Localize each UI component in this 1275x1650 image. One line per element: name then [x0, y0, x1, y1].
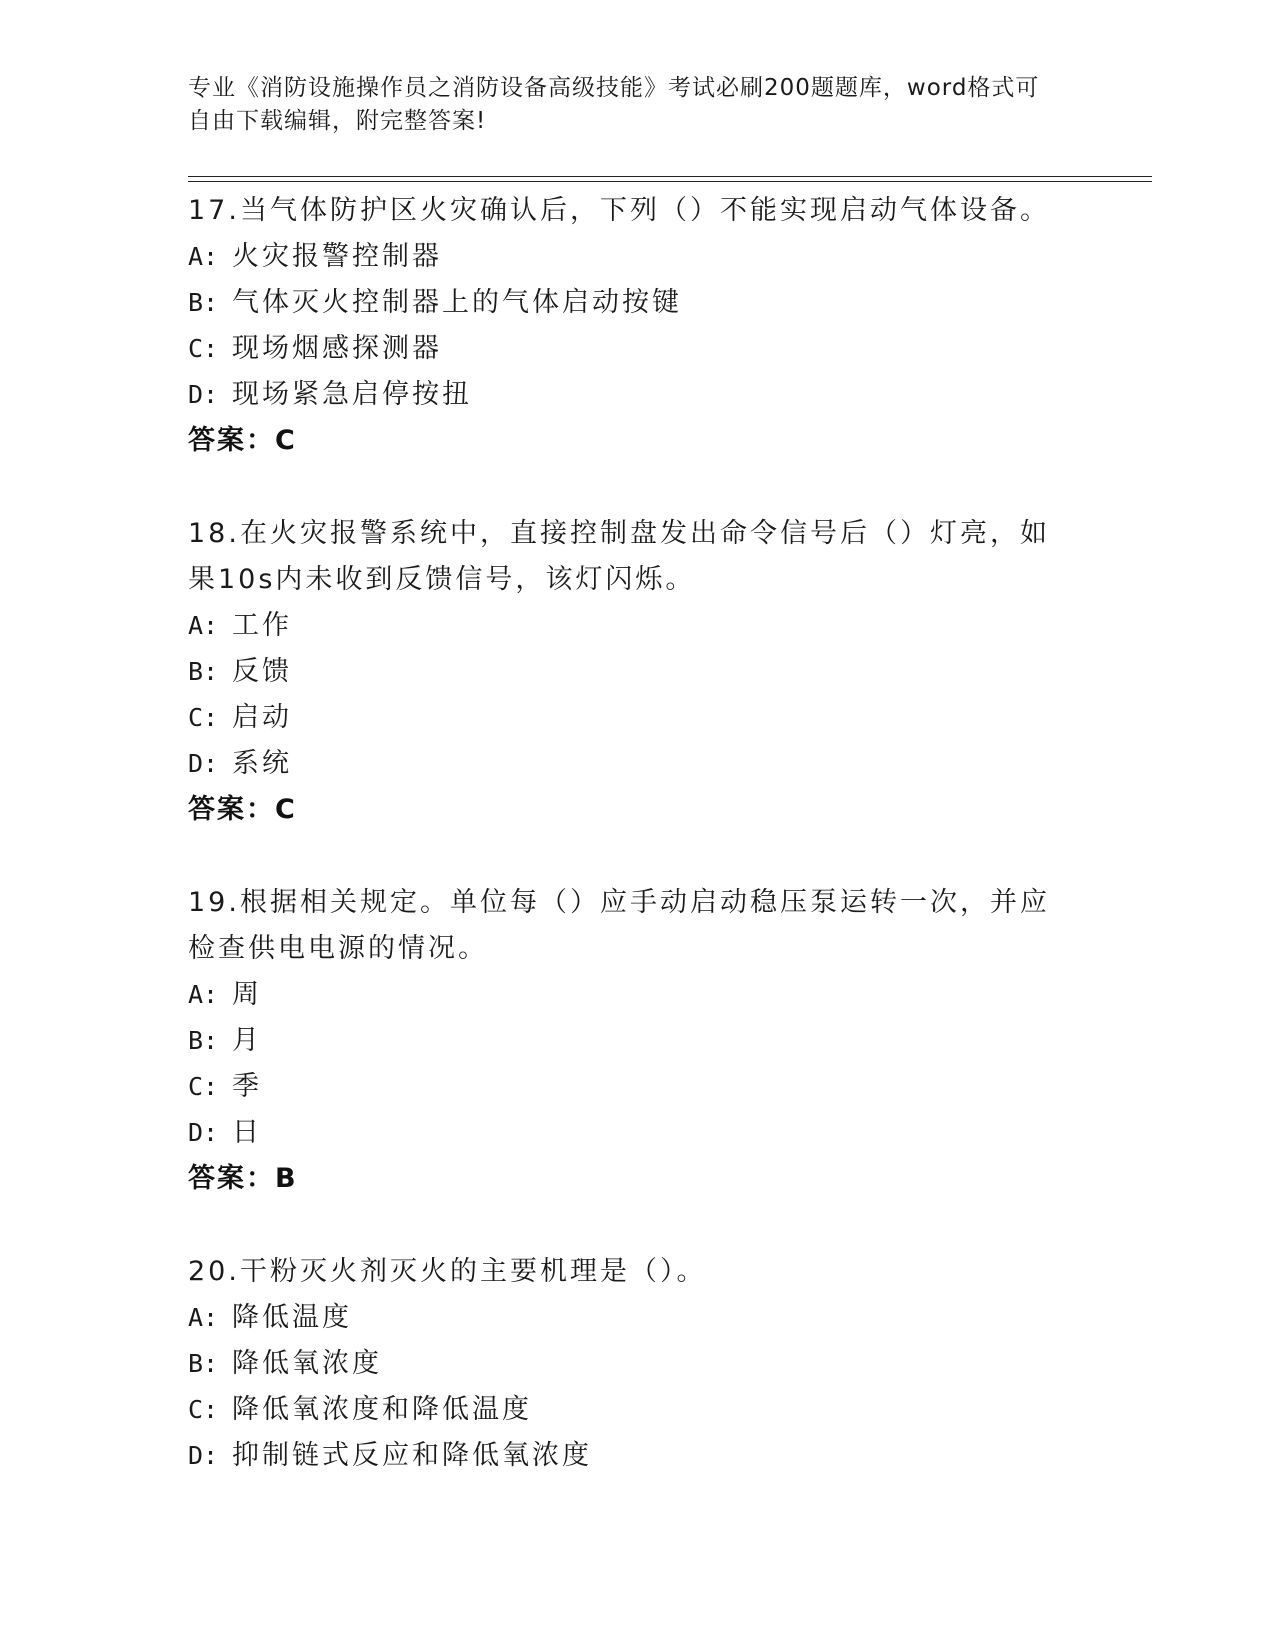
question-list [188, 188, 1088, 1526]
answer-line: 答案：C [188, 794, 297, 825]
question-17 [188, 188, 1088, 464]
option-c [188, 326, 1088, 372]
header-line-2: 自由下载编辑，附完整答案! [188, 108, 487, 134]
option-label: C: [188, 1072, 219, 1101]
option-a [188, 972, 1088, 1018]
option-d [188, 741, 1088, 787]
option-label: D: [188, 749, 219, 778]
option-label: C: [188, 703, 219, 732]
option-text: 现场紧急启停按扭 [232, 379, 472, 410]
option-d [188, 1433, 1088, 1479]
question-stem: 18.在火灾报警系统中，直接控制盘发出命令信号后（）灯亮，如果10s内未收到反馈信号，该灯闪烁。 [188, 518, 1050, 595]
option-text: 工作 [232, 610, 292, 641]
option-a [188, 603, 1088, 649]
question-19 [188, 880, 1088, 1202]
option-text: 降低氧浓度和降低温度 [232, 1394, 532, 1425]
option-a [188, 234, 1088, 280]
option-b [188, 1341, 1088, 1387]
option-label: B: [188, 657, 219, 686]
option-label: D: [188, 1441, 219, 1470]
document-header [188, 72, 1088, 138]
answer-line: 答案：B [188, 1163, 298, 1194]
header-divider-bottom [188, 181, 1152, 182]
option-text: 周 [232, 979, 262, 1010]
option-text: 日 [232, 1117, 262, 1148]
option-text: 气体灭火控制器上的气体启动按键 [232, 287, 682, 318]
option-c [188, 1387, 1088, 1433]
option-text: 降低氧浓度 [232, 1348, 382, 1379]
option-label: B: [188, 1026, 219, 1055]
option-c [188, 1064, 1088, 1110]
option-label: A: [188, 980, 219, 1009]
header-divider-top [188, 176, 1152, 177]
question-18 [188, 511, 1088, 833]
option-label: D: [188, 1118, 219, 1147]
option-text: 现场烟感探测器 [232, 333, 442, 364]
question-stem: 17.当气体防护区火灾确认后，下列（）不能实现启动气体设备。 [188, 195, 1050, 226]
question-stem: 19.根据相关规定。单位每（）应手动启动稳压泵运转一次，并应检查供电电源的情况。 [188, 887, 1050, 964]
option-label: A: [188, 1303, 219, 1332]
option-text: 抑制链式反应和降低氧浓度 [232, 1440, 592, 1471]
header-line-1: 专业《消防设施操作员之消防设备高级技能》考试必刷200题题库，word格式可 [188, 75, 1040, 101]
option-b [188, 280, 1088, 326]
option-text: 月 [232, 1025, 262, 1056]
option-b [188, 649, 1088, 695]
option-label: D: [188, 380, 219, 409]
answer-line: 答案：C [188, 425, 297, 456]
option-text: 启动 [232, 702, 292, 733]
question-20 [188, 1249, 1088, 1479]
question-stem: 20.干粉灭火剂灭火的主要机理是（）。 [188, 1256, 707, 1287]
option-text: 火灾报警控制器 [232, 241, 442, 272]
option-c [188, 695, 1088, 741]
option-b [188, 1018, 1088, 1064]
option-label: C: [188, 1395, 219, 1424]
option-text: 降低温度 [232, 1302, 352, 1333]
option-label: B: [188, 288, 219, 317]
option-label: C: [188, 334, 219, 363]
option-label: B: [188, 1349, 219, 1378]
option-label: A: [188, 611, 219, 640]
option-d [188, 372, 1088, 418]
option-text: 反馈 [232, 656, 292, 687]
option-d [188, 1110, 1088, 1156]
option-text: 系统 [232, 748, 292, 779]
option-text: 季 [232, 1071, 262, 1102]
option-label: A: [188, 242, 219, 271]
option-a [188, 1295, 1088, 1341]
